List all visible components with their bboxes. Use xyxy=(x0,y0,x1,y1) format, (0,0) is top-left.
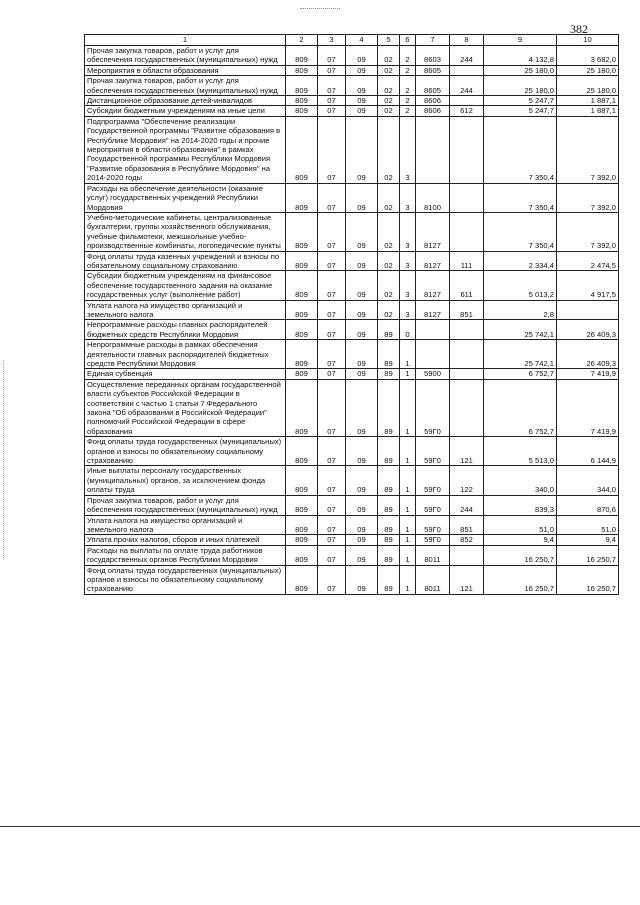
expense-name-cell: Фонд оплаты труда государственных (муниципальных) органов и взносы по обязательному социальному страхованию xyxy=(85,437,286,466)
amount-2016-cell: 1 887,1 xyxy=(557,106,619,116)
header-cell: 9 xyxy=(484,35,557,46)
subprogram-cell: 0 xyxy=(400,320,416,340)
section-cell: 07 xyxy=(318,271,346,300)
subsection-cell: 09 xyxy=(346,379,378,436)
table-row xyxy=(85,116,619,183)
article-cell: 8011 xyxy=(416,545,450,565)
table-row xyxy=(85,46,619,66)
program-cell: 89 xyxy=(378,535,400,545)
amount-2016-cell: 25 180,0 xyxy=(557,65,619,75)
subsection-cell: 09 xyxy=(346,535,378,545)
ministry-code-cell: 809 xyxy=(286,565,318,594)
amount-2015-cell: 340,0 xyxy=(484,466,557,495)
subprogram-cell: 1 xyxy=(400,369,416,379)
expense-name-cell: Мероприятия в области образования xyxy=(85,65,286,75)
subprogram-cell: 3 xyxy=(400,212,416,251)
subprogram-cell: 1 xyxy=(400,565,416,594)
ministry-code-cell: 809 xyxy=(286,271,318,300)
program-cell: 02 xyxy=(378,251,400,271)
program-cell: 02 xyxy=(378,212,400,251)
amount-2015-cell: 5 513,0 xyxy=(484,437,557,466)
amount-2016-cell: 7 392,0 xyxy=(557,212,619,251)
ministry-code-cell: 809 xyxy=(286,495,318,515)
section-cell: 07 xyxy=(318,300,346,320)
section-cell: 07 xyxy=(318,495,346,515)
amount-2016-cell: 1 887,1 xyxy=(557,96,619,106)
ministry-code-cell: 809 xyxy=(286,116,318,183)
scan-mark xyxy=(300,0,340,9)
table-row xyxy=(85,379,619,436)
subprogram-cell: 2 xyxy=(400,96,416,106)
section-cell: 07 xyxy=(318,212,346,251)
article-cell: 8127 xyxy=(416,271,450,300)
section-cell: 07 xyxy=(318,466,346,495)
amount-2015-cell: 9,4 xyxy=(484,535,557,545)
article-cell: 59Г0 xyxy=(416,466,450,495)
table-row xyxy=(85,340,619,369)
article-cell: 8603 xyxy=(416,46,450,66)
ministry-code-cell: 809 xyxy=(286,65,318,75)
article-cell: 8100 xyxy=(416,183,450,212)
amount-2015-cell: 16 250,7 xyxy=(484,565,557,594)
header-cell: 5 xyxy=(378,35,400,46)
amount-2016-cell: 16 250,7 xyxy=(557,565,619,594)
subsection-cell: 09 xyxy=(346,300,378,320)
program-cell: 89 xyxy=(378,495,400,515)
article-cell: 59Г0 xyxy=(416,535,450,545)
ministry-code-cell: 809 xyxy=(286,96,318,106)
ministry-code-cell: 809 xyxy=(286,46,318,66)
amount-2015-cell: 25 742,1 xyxy=(484,340,557,369)
expense-name-cell: Учебно-методические кабинеты, централизованные бухгалтерии, группы хозяйственного обслуживания, учебные фильмотеки, межшкольные учебно-производственные комбинаты, логопедические пункты xyxy=(85,212,286,251)
program-cell: 02 xyxy=(378,300,400,320)
expense-type-cell xyxy=(450,65,484,75)
amount-2016-cell: 9,4 xyxy=(557,535,619,545)
table-row xyxy=(85,212,619,251)
article-cell: 8606 xyxy=(416,106,450,116)
subsection-cell: 09 xyxy=(346,116,378,183)
subprogram-cell: 1 xyxy=(400,466,416,495)
expense-type-cell xyxy=(450,369,484,379)
subsection-cell: 09 xyxy=(346,271,378,300)
amount-2015-cell: 839,3 xyxy=(484,495,557,515)
subprogram-cell: 3 xyxy=(400,116,416,183)
program-cell: 02 xyxy=(378,271,400,300)
ministry-code-cell: 809 xyxy=(286,212,318,251)
subsection-cell: 09 xyxy=(346,320,378,340)
article-cell: 5900 xyxy=(416,369,450,379)
amount-2016-cell: 344,0 xyxy=(557,466,619,495)
section-cell: 07 xyxy=(318,340,346,369)
program-cell: 02 xyxy=(378,96,400,106)
program-cell: 02 xyxy=(378,116,400,183)
subprogram-cell: 1 xyxy=(400,437,416,466)
ministry-code-cell: 809 xyxy=(286,369,318,379)
program-cell: 02 xyxy=(378,183,400,212)
ministry-code-cell: 809 xyxy=(286,535,318,545)
table-row xyxy=(85,437,619,466)
header-cell: 7 xyxy=(416,35,450,46)
table-row xyxy=(85,515,619,535)
program-cell: 89 xyxy=(378,320,400,340)
subsection-cell: 09 xyxy=(346,46,378,66)
subprogram-cell: 2 xyxy=(400,76,416,96)
expense-type-cell xyxy=(450,379,484,436)
expense-name-cell: Уплата прочих налогов, сборов и иных платежей xyxy=(85,535,286,545)
header-row xyxy=(85,35,619,46)
program-cell: 89 xyxy=(378,565,400,594)
expense-name-cell: Фонд оплаты труда государственных (муниципальных) органов и взносы по обязательному социальному страхованию xyxy=(85,565,286,594)
expense-type-cell: 122 xyxy=(450,466,484,495)
expense-name-cell: Субсидии бюджетным учреждениям на финансовое обеспечение государственного задания на оказание государственных услуг (выполнение работ) xyxy=(85,271,286,300)
amount-2016-cell: 16 250,7 xyxy=(557,545,619,565)
expense-type-cell xyxy=(450,545,484,565)
table-row xyxy=(85,106,619,116)
amount-2016-cell: 6 144,9 xyxy=(557,437,619,466)
article-cell: 8606 xyxy=(416,96,450,106)
subsection-cell: 09 xyxy=(346,466,378,495)
section-cell: 07 xyxy=(318,320,346,340)
section-cell: 07 xyxy=(318,106,346,116)
ministry-code-cell: 809 xyxy=(286,106,318,116)
amount-2016-cell: 51,0 xyxy=(557,515,619,535)
amount-2015-cell: 5 013,2 xyxy=(484,271,557,300)
ministry-code-cell: 809 xyxy=(286,76,318,96)
expense-name-cell: Уплата налога на имущество организаций и земельного налога xyxy=(85,515,286,535)
expense-type-cell: 851 xyxy=(450,515,484,535)
amount-2015-cell: 5 247,7 xyxy=(484,106,557,116)
subprogram-cell: 1 xyxy=(400,515,416,535)
expense-name-cell: Фонд оплаты труда казенных учреждений и взносы по обязательному социальному страхованию xyxy=(85,251,286,271)
expense-name-cell: Иные выплаты персоналу государственных (муниципальных) органов, за исключением фонда оплаты труда xyxy=(85,466,286,495)
article-cell: 59Г0 xyxy=(416,437,450,466)
header-cell: 1 xyxy=(85,35,286,46)
expense-type-cell: 244 xyxy=(450,495,484,515)
table-row xyxy=(85,76,619,96)
subsection-cell: 09 xyxy=(346,106,378,116)
section-cell: 07 xyxy=(318,565,346,594)
subprogram-cell: 2 xyxy=(400,106,416,116)
amount-2016-cell: 3 682,0 xyxy=(557,46,619,66)
header-cell: 2 xyxy=(286,35,318,46)
subsection-cell: 09 xyxy=(346,437,378,466)
amount-2015-cell: 25 742,1 xyxy=(484,320,557,340)
subsection-cell: 09 xyxy=(346,65,378,75)
amount-2015-cell: 7 350,4 xyxy=(484,183,557,212)
subsection-cell: 09 xyxy=(346,565,378,594)
ministry-code-cell: 809 xyxy=(286,251,318,271)
table-row xyxy=(85,320,619,340)
expense-name-cell: Дистанционное образование детей-инвалидов xyxy=(85,96,286,106)
amount-2015-cell: 5 247,7 xyxy=(484,96,557,106)
table-row xyxy=(85,535,619,545)
amount-2016-cell: 26 409,3 xyxy=(557,340,619,369)
subsection-cell: 09 xyxy=(346,251,378,271)
amount-2016-cell xyxy=(557,300,619,320)
article-cell xyxy=(416,340,450,369)
subprogram-cell: 3 xyxy=(400,251,416,271)
expense-type-cell xyxy=(450,183,484,212)
program-cell: 02 xyxy=(378,65,400,75)
table-row xyxy=(85,251,619,271)
header-cell: 6 xyxy=(400,35,416,46)
article-cell: 8127 xyxy=(416,212,450,251)
expense-type-cell: 111 xyxy=(450,251,484,271)
section-cell: 07 xyxy=(318,96,346,106)
table-row xyxy=(85,271,619,300)
subsection-cell: 09 xyxy=(346,183,378,212)
amount-2015-cell: 7 350,4 xyxy=(484,116,557,183)
section-cell: 07 xyxy=(318,369,346,379)
header-cell: 10 xyxy=(557,35,619,46)
section-cell: 07 xyxy=(318,515,346,535)
subsection-cell: 09 xyxy=(346,515,378,535)
amount-2015-cell: 6 752,7 xyxy=(484,379,557,436)
amount-2016-cell: 7 392,0 xyxy=(557,183,619,212)
article-cell xyxy=(416,320,450,340)
header-cell: 4 xyxy=(346,35,378,46)
program-cell: 89 xyxy=(378,379,400,436)
article-cell: 59Г0 xyxy=(416,515,450,535)
article-cell: 8605 xyxy=(416,76,450,96)
ministry-code-cell: 809 xyxy=(286,340,318,369)
ministry-code-cell: 809 xyxy=(286,466,318,495)
ministry-code-cell: 809 xyxy=(286,320,318,340)
expense-name-cell: Расходы на выплаты по оплате труда работников государственных органов Республики Мордовия xyxy=(85,545,286,565)
program-cell: 89 xyxy=(378,515,400,535)
table-row xyxy=(85,300,619,320)
program-cell: 02 xyxy=(378,76,400,96)
header-cell: 8 xyxy=(450,35,484,46)
page-number: 382 xyxy=(570,22,588,36)
amount-2016-cell: 4 917,5 xyxy=(557,271,619,300)
subsection-cell: 09 xyxy=(346,96,378,106)
table-row xyxy=(85,565,619,594)
ministry-code-cell: 809 xyxy=(286,545,318,565)
subprogram-cell: 1 xyxy=(400,495,416,515)
amount-2015-cell: 25 180,0 xyxy=(484,76,557,96)
expense-type-cell xyxy=(450,96,484,106)
expense-type-cell: 612 xyxy=(450,106,484,116)
program-cell: 02 xyxy=(378,106,400,116)
table-row xyxy=(85,369,619,379)
expense-name-cell: Уплата налога на имущество организаций и земельного налога xyxy=(85,300,286,320)
subprogram-cell: 2 xyxy=(400,46,416,66)
expense-type-cell xyxy=(450,212,484,251)
section-cell: 07 xyxy=(318,65,346,75)
article-cell: 8127 xyxy=(416,251,450,271)
budget-table xyxy=(84,34,619,595)
table-row xyxy=(85,495,619,515)
expense-type-cell: 244 xyxy=(450,76,484,96)
expense-type-cell xyxy=(450,320,484,340)
article-cell: 59Г0 xyxy=(416,495,450,515)
expense-type-cell: 852 xyxy=(450,535,484,545)
expense-name-cell: Прочая закупка товаров, работ и услуг для обеспечения государственных (муниципальных) нужд xyxy=(85,76,286,96)
section-cell: 07 xyxy=(318,183,346,212)
amount-2015-cell: 16 250,7 xyxy=(484,545,557,565)
amount-2015-cell: 51,0 xyxy=(484,515,557,535)
ministry-code-cell: 809 xyxy=(286,300,318,320)
expense-name-cell: Непрограммные расходы в рамках обеспечения деятельности главных распорядителей бюджетных средств Республики Мордовия xyxy=(85,340,286,369)
amount-2016-cell: 26 409,3 xyxy=(557,320,619,340)
ministry-code-cell: 809 xyxy=(286,515,318,535)
expense-name-cell: Осуществление переданных органам государственной власти субъектов Российской Федерации в соответствии с частью 1 статьи 7 Федерального закона "Об образовании в Российской Федерации" полномочий Российской Федерации в сфере образования xyxy=(85,379,286,436)
program-cell: 89 xyxy=(378,340,400,369)
ministry-code-cell: 809 xyxy=(286,183,318,212)
expense-name-cell: Единая субвенция xyxy=(85,369,286,379)
amount-2015-cell: 2 334,4 xyxy=(484,251,557,271)
section-cell: 07 xyxy=(318,46,346,66)
amount-2015-cell: 6 752,7 xyxy=(484,369,557,379)
program-cell: 89 xyxy=(378,437,400,466)
section-cell: 07 xyxy=(318,535,346,545)
amount-2015-cell: 4 132,8 xyxy=(484,46,557,66)
article-cell: 8605 xyxy=(416,65,450,75)
amount-2016-cell: 7 419,9 xyxy=(557,369,619,379)
expense-type-cell: 611 xyxy=(450,271,484,300)
expense-type-cell: 851 xyxy=(450,300,484,320)
article-cell: 8011 xyxy=(416,565,450,594)
amount-2015-cell: 7 350,4 xyxy=(484,212,557,251)
subsection-cell: 09 xyxy=(346,495,378,515)
subsection-cell: 09 xyxy=(346,369,378,379)
amount-2016-cell: 25 180,0 xyxy=(557,76,619,96)
subprogram-cell: 1 xyxy=(400,379,416,436)
amount-2016-cell: 7 392,0 xyxy=(557,116,619,183)
subsection-cell: 09 xyxy=(346,545,378,565)
amount-2016-cell: 2 474,5 xyxy=(557,251,619,271)
expense-name-cell: Подпрограмма "Обеспечение реализации Государственной программы "Развитие образования в Республике Мордовия" на 2014-2020 годы и прочие мероприятия в области образования" в рамках Государственной программы Республики Мордовия "Развитие образования в Республике Мордовия" на 2014-2020 годы xyxy=(85,116,286,183)
section-cell: 07 xyxy=(318,251,346,271)
table-row xyxy=(85,65,619,75)
section-cell: 07 xyxy=(318,76,346,96)
expense-type-cell: 244 xyxy=(450,46,484,66)
program-cell: 89 xyxy=(378,466,400,495)
subsection-cell: 09 xyxy=(346,340,378,369)
bottom-rule xyxy=(0,826,640,827)
section-cell: 07 xyxy=(318,379,346,436)
table-row xyxy=(85,545,619,565)
expense-name-cell: Прочая закупка товаров, работ и услуг для обеспечения государственных (муниципальных) нужд xyxy=(85,495,286,515)
program-cell: 89 xyxy=(378,369,400,379)
ministry-code-cell: 809 xyxy=(286,379,318,436)
expense-name-cell: Прочая закупка товаров, работ и услуг для обеспечения государственных (муниципальных) нужд xyxy=(85,46,286,66)
amount-2016-cell: 870,6 xyxy=(557,495,619,515)
expense-name-cell: Непрограммные расходы главных распорядителей бюджетных средств Республики Мордовия xyxy=(85,320,286,340)
ministry-code-cell: 809 xyxy=(286,437,318,466)
expense-type-cell xyxy=(450,116,484,183)
subsection-cell: 09 xyxy=(346,212,378,251)
amount-2016-cell: 7 419,9 xyxy=(557,379,619,436)
article-cell xyxy=(416,116,450,183)
subprogram-cell: 1 xyxy=(400,535,416,545)
expense-type-cell xyxy=(450,340,484,369)
subprogram-cell: 3 xyxy=(400,183,416,212)
subprogram-cell: 2 xyxy=(400,65,416,75)
amount-2015-cell: 25 180,0 xyxy=(484,65,557,75)
section-cell: 07 xyxy=(318,437,346,466)
subprogram-cell: 3 xyxy=(400,271,416,300)
expense-type-cell: 121 xyxy=(450,565,484,594)
expense-name-cell: Субсидии бюджетным учреждениям на иные цели xyxy=(85,106,286,116)
article-cell: 59Г0 xyxy=(416,379,450,436)
section-cell: 07 xyxy=(318,116,346,183)
table-row xyxy=(85,466,619,495)
table-row xyxy=(85,96,619,106)
amount-2015-cell: 2,8 xyxy=(484,300,557,320)
program-cell: 89 xyxy=(378,545,400,565)
subprogram-cell: 1 xyxy=(400,545,416,565)
expense-name-cell: Расходы на обеспечение деятельности (оказание услуг) государственных учреждений Республики Мордовия xyxy=(85,183,286,212)
expense-type-cell: 121 xyxy=(450,437,484,466)
subsection-cell: 09 xyxy=(346,76,378,96)
scan-artifact xyxy=(3,360,8,560)
subprogram-cell: 3 xyxy=(400,300,416,320)
section-cell: 07 xyxy=(318,545,346,565)
article-cell: 8127 xyxy=(416,300,450,320)
program-cell: 02 xyxy=(378,46,400,66)
header-cell: 3 xyxy=(318,35,346,46)
table-row xyxy=(85,183,619,212)
subprogram-cell: 1 xyxy=(400,340,416,369)
